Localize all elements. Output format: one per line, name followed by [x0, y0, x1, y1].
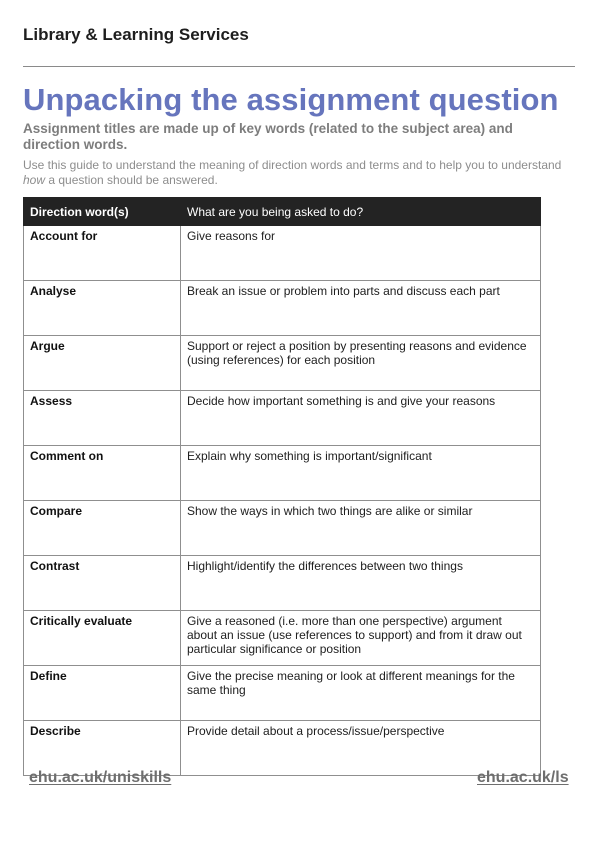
page-title: Unpacking the assignment question: [23, 82, 559, 117]
direction-meaning: Give a reasoned (i.e. more than one perspective) argument about an issue (use references to support) and from it draw out particular significance or position: [181, 611, 541, 666]
direction-word: Contrast: [24, 556, 181, 611]
direction-word: Account for: [24, 226, 181, 281]
table-row: [24, 611, 541, 666]
table-row: [24, 281, 541, 336]
header-divider: [23, 66, 575, 67]
table-row: [24, 446, 541, 501]
direction-word: Describe: [24, 721, 181, 776]
intro-emphasis: how: [23, 173, 46, 187]
library-services-link[interactable]: ehu.ac.uk/ls: [477, 769, 569, 786]
table-row: [24, 226, 541, 281]
table-row: [24, 391, 541, 446]
direction-word: Compare: [24, 501, 181, 556]
direction-meaning: Support or reject a position by presenting reasons and evidence (using references) for each position: [181, 336, 541, 391]
uniskills-link[interactable]: ehu.ac.uk/uniskills: [29, 769, 172, 786]
table-row: [24, 556, 541, 611]
column-header-meaning: What are you being asked to do?: [181, 198, 541, 226]
direction-meaning: Give the precise meaning or look at different meanings for the same thing: [181, 666, 541, 721]
direction-word: Analyse: [24, 281, 181, 336]
table-row: [24, 336, 541, 391]
direction-word: Critically evaluate: [24, 611, 181, 666]
direction-word: Argue: [24, 336, 181, 391]
direction-word: Assess: [24, 391, 181, 446]
table-header-row: [24, 198, 541, 226]
direction-meaning: Decide how important something is and give your reasons: [181, 391, 541, 446]
intro-text-end: a question should be answered.: [45, 173, 218, 187]
direction-meaning: Show the ways in which two things are alike or similar: [181, 501, 541, 556]
column-header-direction-word: Direction word(s): [24, 198, 181, 226]
direction-meaning: Highlight/identify the differences between two things: [181, 556, 541, 611]
table-row: [24, 721, 541, 776]
direction-meaning: Give reasons for: [181, 226, 541, 281]
direction-meaning: Break an issue or problem into parts and discuss each part: [181, 281, 541, 336]
intro-text: [23, 158, 583, 188]
table-row: [24, 666, 541, 721]
direction-meaning: Provide detail about a process/issue/perspective: [181, 721, 541, 776]
direction-word: Define: [24, 666, 181, 721]
organization-name: Library & Learning Services: [23, 25, 249, 44]
intro-text-start: Use this guide to understand the meaning of direction words and terms and to help you to understand: [23, 158, 562, 172]
direction-meaning: Explain why something is important/significant: [181, 446, 541, 501]
table-row: [24, 501, 541, 556]
direction-words-table: [23, 197, 541, 776]
direction-word: Comment on: [24, 446, 181, 501]
page-subtitle: Assignment titles are made up of key words (related to the subject area) and direction words.: [23, 121, 513, 152]
